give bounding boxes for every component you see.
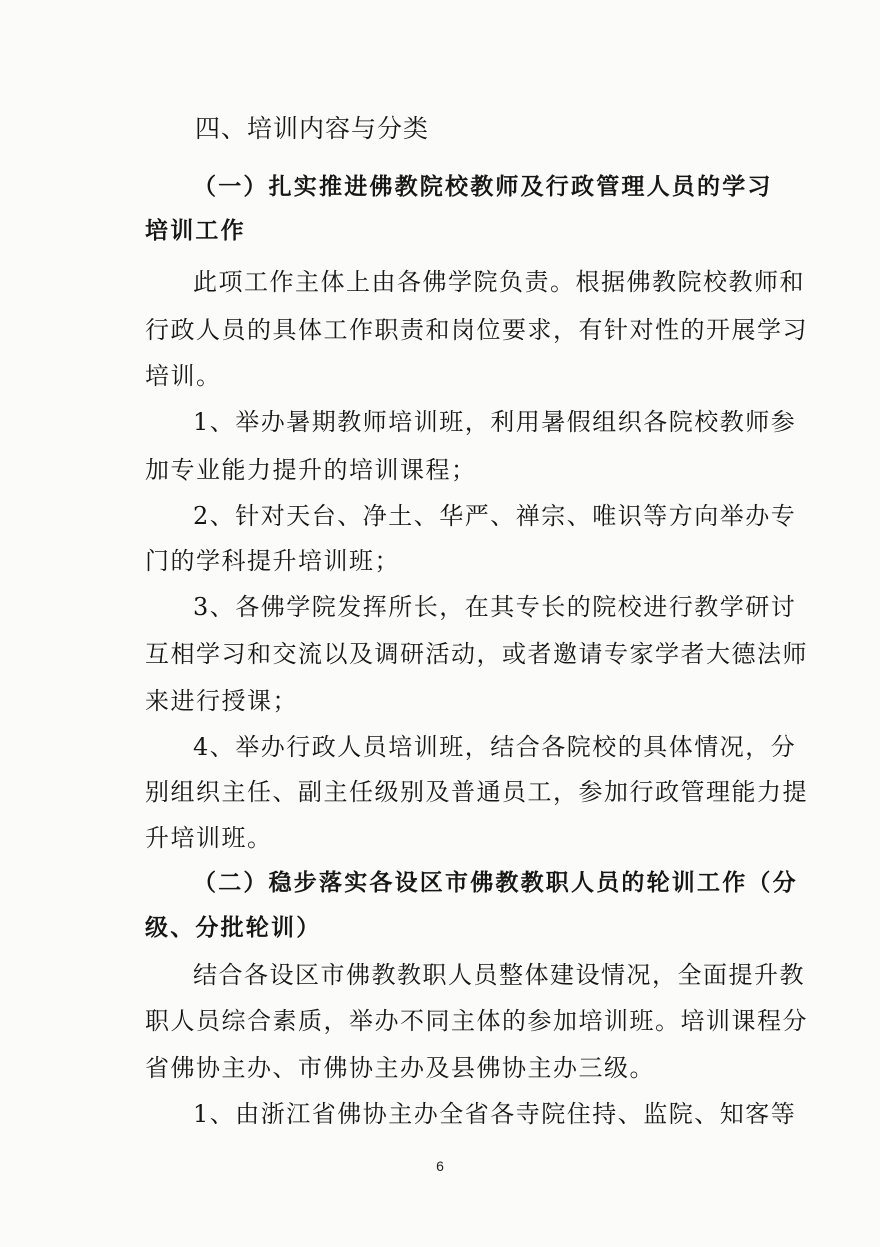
paragraph-line: 此项工作主体上由各佛学院负责。根据佛教院校教师和 [193,268,805,296]
list-item-4-line1: 4、举办行政人员培训班，结合各院校的具体情况，分 [193,733,797,761]
paragraph-line: 省佛协主办、市佛协主办及县佛协主办三级。 [145,1054,655,1082]
list-item-2-line1: 2、针对天台、净土、华严、禅宗、唯识等方向举办专 [193,502,797,530]
section-heading: 四、培训内容与分类 [195,114,430,143]
paragraph-line: 培训。 [145,362,222,390]
subsection-2-title-line2: 级、分批轮训） [145,915,322,941]
list-item-4-line3: 升培训班。 [145,824,273,852]
list-item-1-line1: 1、举办暑期教师培训班，利用暑假组织各院校教师参 [193,408,797,436]
subsection-1-title-line1: （一）扎实推进佛教院校教师及行政管理人员的学习 [193,174,773,200]
paragraph-line: 职人员综合素质，举办不同主体的参加培训班。培训课程分 [145,1007,808,1035]
subsection-2-title-line1: （二）稳步落实各设区市佛教教职人员的轮训工作（分 [193,870,798,896]
list-item-2-line2: 门的学科提升培训班； [145,547,400,575]
subsection-1-title-line2: 培训工作 [145,218,246,244]
paragraph-line: 结合各设区市佛教教职人员整体建设情况，全面提升教 [193,961,805,989]
list-item-3-line1: 3、各佛学院发挥所长，在其专长的院校进行教学研讨 [193,593,797,621]
list-item-3-line3: 来进行授课； [145,687,298,715]
list-item-3-line2: 互相学习和交流以及调研活动，或者邀请专家学者大德法师 [145,640,808,668]
paragraph-line: 行政人员的具体工作职责和岗位要求，有针对性的开展学习 [145,316,808,344]
page-number: 6 [436,1158,444,1174]
list-item-1-line2: 加专业能力提升的培训课程； [145,456,477,484]
list-item-line: 1、由浙江省佛协主办全省各寺院住持、监院、知客等 [193,1100,797,1128]
list-item-4-line2: 别组织主任、副主任级别及普通员工，参加行政管理能力提 [145,778,808,806]
